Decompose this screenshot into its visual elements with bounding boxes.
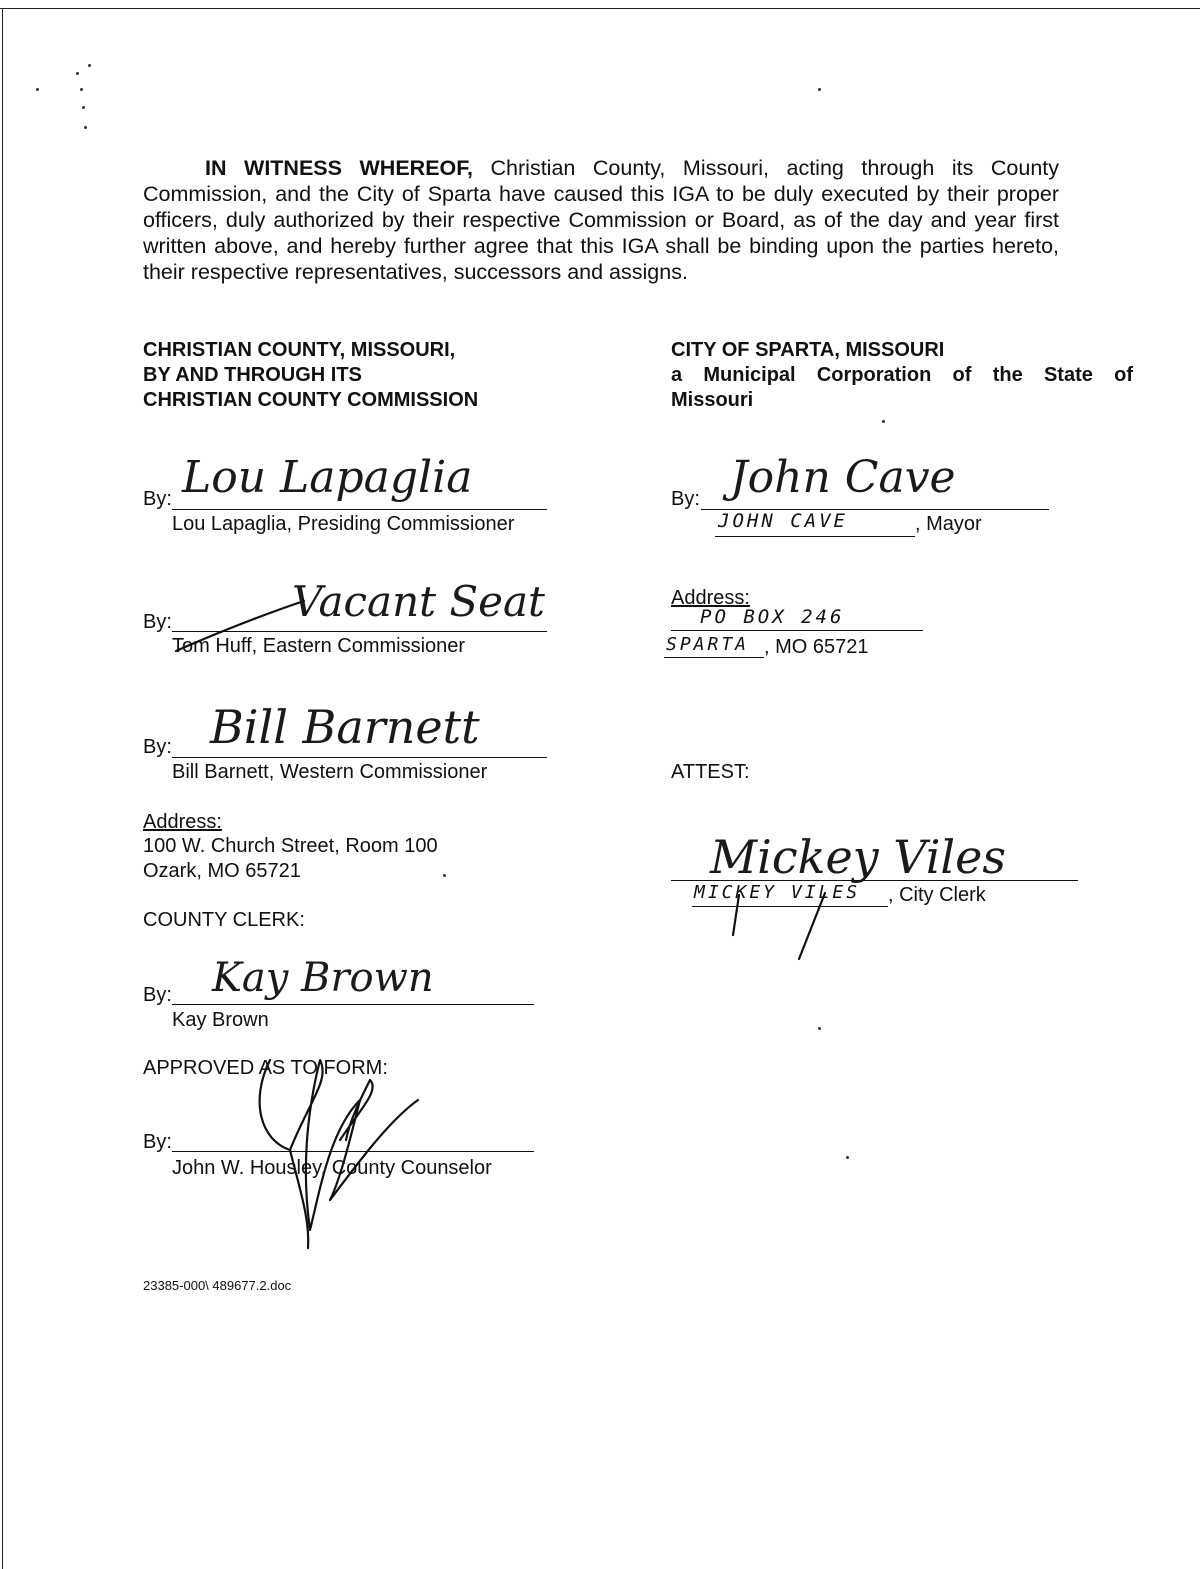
- scan-speck: [80, 88, 83, 91]
- by-label: By:: [143, 1131, 172, 1153]
- page-border-left: [2, 8, 3, 1569]
- scan-speck: [882, 420, 885, 423]
- mayor-role: , Mayor: [915, 513, 982, 535]
- signature-vacant-seat: Vacant Seat: [292, 577, 545, 626]
- approved-as-to-form-label: APPROVED AS TO FORM:: [143, 1057, 388, 1079]
- signatory-title: Kay Brown: [172, 1009, 269, 1031]
- signature-line: [671, 880, 1078, 881]
- scan-speck: [84, 126, 87, 129]
- signature-housley: [250, 1040, 430, 1255]
- by-label: By:: [143, 488, 172, 510]
- signature-line: [172, 509, 547, 510]
- signature-stroke: [725, 885, 835, 965]
- address-label: Address:: [671, 587, 750, 609]
- address-line-rule: [671, 630, 923, 631]
- signature-john-cave: John Cave: [730, 452, 956, 503]
- county-heading: [143, 338, 478, 413]
- address-label: Address:: [143, 811, 222, 833]
- scan-speck: [76, 72, 79, 75]
- signatory-title: John W. Housley, County Counselor: [172, 1157, 492, 1179]
- address-line: 100 W. Church Street, Room 100: [143, 835, 438, 857]
- city-heading-line: a Municipal Corporation of the State of: [671, 364, 1133, 386]
- scan-speck: [443, 874, 446, 877]
- witness-clause: [143, 155, 1059, 285]
- signature-barnett: Bill Barnett: [210, 700, 480, 754]
- signature-line: [172, 1004, 534, 1005]
- city-heading-line: Missouri: [671, 389, 754, 411]
- county-heading-line: BY AND THROUGH ITS: [143, 364, 362, 386]
- address-line: Ozark, MO 65721: [143, 860, 301, 882]
- by-label: By:: [671, 488, 700, 510]
- signatory-title: Lou Lapaglia, Presiding Commissioner: [172, 513, 515, 535]
- by-label: By:: [143, 736, 172, 758]
- signature-line: [172, 757, 547, 758]
- county-heading-line: CHRISTIAN COUNTY, MISSOURI,: [143, 339, 456, 361]
- county-heading-line: CHRISTIAN COUNTY COMMISSION: [143, 389, 479, 411]
- document-reference: 23385-000\ 489677.2.doc: [143, 1278, 292, 1293]
- signatory-title: Bill Barnett, Western Commissioner: [172, 761, 488, 783]
- witness-body: Christian County, Missouri, acting through its County Commission, and the City of Sparta have caused this IGA to be duly executed by their proper officers, duly authorized by their respective Commission or Board, as of the day and year first written above, and hereby further agree that this IGA shall be binding upon the parties hereto, their respective representatives, successors and assigns.: [143, 156, 1059, 284]
- signature-kay-brown: Kay Brown: [212, 955, 434, 1001]
- by-label: By:: [143, 611, 172, 633]
- scan-speck: [818, 88, 821, 91]
- page-border-top: [0, 8, 1200, 9]
- by-label: By:: [143, 984, 172, 1006]
- scan-speck: [846, 1156, 849, 1159]
- address-line-po-box: PO BOX 246: [700, 606, 845, 628]
- scan-speck: [82, 106, 85, 109]
- county-clerk-label: COUNTY CLERK:: [143, 909, 305, 931]
- mayor-name: JOHN CAVE: [718, 510, 848, 532]
- signatory-title: Tom Huff, Eastern Commissioner: [172, 635, 466, 657]
- attest-label: ATTEST:: [671, 761, 750, 783]
- address-city: SPARTA: [666, 634, 750, 655]
- clerk-role: , City Clerk: [888, 884, 986, 906]
- city-heading: [671, 338, 1133, 413]
- scan-speck: [36, 88, 39, 91]
- clerk-name: MICKEY VILES: [694, 882, 861, 903]
- signature-lapaglia: Lou Lapaglia: [182, 452, 473, 503]
- scan-speck: [818, 1027, 821, 1030]
- witness-lead: IN WITNESS WHEREOF,: [205, 156, 473, 180]
- scan-speck: [88, 64, 91, 67]
- signature-mickey-viles: Mickey Viles: [710, 830, 1006, 884]
- address-state-zip: , MO 65721: [764, 636, 869, 658]
- city-heading-line: CITY OF SPARTA, MISSOURI: [671, 339, 945, 361]
